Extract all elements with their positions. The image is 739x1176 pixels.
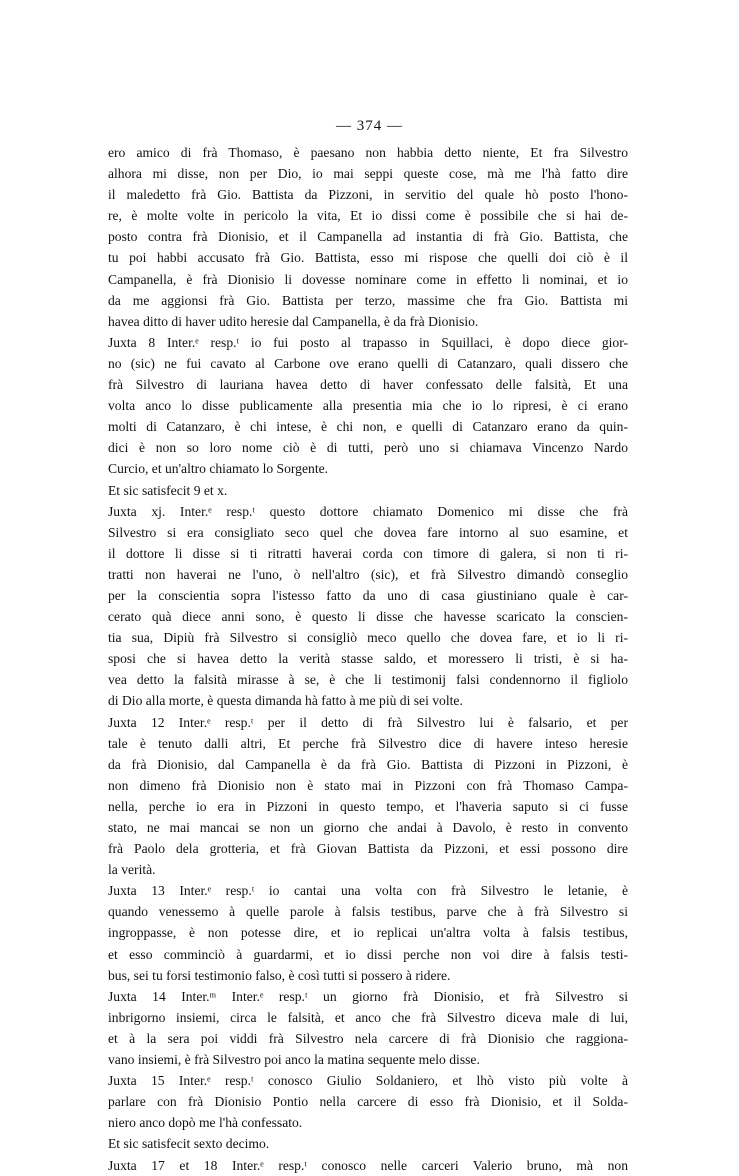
text-line: Juxta 13 Inter.ᵉ resp.ᵗ io cantai una volta con frà Silvestro le letanie, è [108,883,628,899]
text-line: posto contra frà Dionisio, et il Campanella ad instantia di frà Gio. Battista, che [108,229,628,245]
text-line: Juxta 14 Inter.ᵐ Inter.ᵉ resp.ᵗ un giorno frà Dionisio, et frà Silvestro si [108,988,628,1004]
text-line: tu poi habbi accusato frà Gio. Battista, esso mi rispose che quelli doi ciò è il [108,250,628,266]
text-line: Juxta 8 Inter.ᵉ resp.ᵗ io fui posto al trapasso in Squillaci, è dopo diece gior- [108,334,628,350]
text-line: Silvestro si era consigliato seco quel che dovea fare intorno al suo esamine, et [108,524,628,540]
text-line: da me aggionsi frà Gio. Battista per terzo, massime che fra Gio. Battista mi [108,292,628,308]
text-line: tale è tenuto dalli altri, Et perche frà Silvestro dice di havere inteso heresie [108,735,628,751]
text-line: et à la sera poi viddi frà Silvestro nela carcere di frà Dionisio che raggiona- [108,1030,628,1046]
text-line: volta anco lo disse publicamente alla presentia mia che io lo ripresi, è ci erano [108,398,628,414]
text-line: stato, ne mai mancai se non un giorno che andai à Davolo, è resto in convento [108,820,628,835]
text-line: frà Paolo dela grotteria, et frà Giovan Battista da Pizzoni, et essi possono dire [108,841,628,857]
text-line: sposi che si havea detto la verità stasse saldo, et moressero li tristi, è si ha- [108,651,628,667]
text-line: Juxta 12 Inter.ᵉ resp.ᵗ per il detto di frà Silvestro lui è falsario, et per [108,714,628,730]
text-line: inbrigorno insiemi, circa le falsità, et anco che frà Silvestro diceva male di lui, [108,1009,628,1025]
text-line: per la conscientia sopra l'istesso fatto da uno di casa giustiniano quale è car- [108,587,628,603]
text-line: niero anco dopò me l'hà confessato. [108,1115,303,1131]
text-line: vea detto la falsità mirasse à se, è che li testimonij falsi condennorno il figliolo [108,672,628,688]
text-line: quando venessemo à quelle parole à falsis testibus, parve che à frà Silvestro si [108,904,628,920]
text-line: non dimeno frà Dionisio non è stato mai in Pizzoni con frà Thomaso Campa- [108,777,628,793]
text-line: il maledetto frà Gio. Battista da Pizzoni, in servitio del quale hò posto l'hono- [108,187,628,203]
text-line: il dottore li disse si ti ritratti haverai corda con timore di galera, si non ti ri- [108,545,628,561]
text-line: Curcio, et un'altro chiamato lo Sorgente. [108,461,329,477]
text-line: alhora mi disse, non per Dio, io mai seppi queste cose, mà me l'hà fatto dire [108,166,628,182]
body-text [108,142,628,1176]
page-number: — 374 — [336,118,403,134]
text-line: tia sua, Dipiù frà Silvestro si consigliò meco quello che dovea fare, et io li ri- [108,630,628,646]
text-line: et esso comminciò à guardarmi, et io dissi perche non voi dire à falsis testi- [108,946,628,962]
text-line: ero amico di frà Thomaso, è paesano non habbia detto niente, Et fra Silvestro [108,145,628,160]
text-line: tratti non haverai ne l'uno, ò nell'altro (sic), et frà Silvestro dimandò conseglio [108,566,628,582]
text-line: parlare con frà Dionisio Pontio nella carcere di esso frà Dionisio, et il Solda- [108,1094,628,1110]
text-line: cerato quà diece anni sono, è questo li disse che havesse scaricato la conscien- [108,609,628,625]
text-line: Juxta xj. Inter.ᵉ resp.ᵗ questo dottore chiamato Domenico mi disse che frà [108,503,628,519]
text-line: Et sic satisfecit 9 et x. [108,482,228,498]
text-line: dici è non so loro nome ciò è di tutti, però uno si chiamava Vincenzo Nardo [108,440,628,456]
text-line: Et sic satisfecit sexto decimo. [108,1136,270,1152]
text-line: no (sic) ne fui cavato al Carbone ove erano quelli di Catanzaro, quali dissero che [108,355,628,371]
text-line: vano insiemi, è frà Silvestro poi anco la matina sequente melo disse. [108,1052,480,1068]
text-line: re, è molte volte in pericolo la vita, Et io dissi come è possibile che si hai de- [108,208,628,224]
text-line: Juxta 15 Inter.ᵉ resp.ᵗ conosco Giulio Soldaniero, et lhò visto più volte à [108,1073,628,1089]
text-line: havea ditto di haver udito heresie dal Campanella, è da frà Dionisio. [108,313,479,329]
text-line: Campanella, è frà Dionisio li dovesse nominare come in effetto li nominai, et io [108,271,628,287]
text-line: la verità. [108,862,156,878]
text-line: nella, perche io era in Pizzoni in questo tempo, et l'haveria saputo si ci fusse [108,798,628,814]
text-line: molti di Catanzaro, è chi intese, è chi non, e quelli di Catanzaro erano da quin- [108,419,628,435]
text-line: di Dio alla morte, è questa dimanda hà fatto à me più di sei volte. [108,693,463,709]
text-line: frà Silvestro di lauriana havea detto di haver confessato delle falsità, Et una [108,377,628,393]
text-line: ingroppasse, è non potesse dire, et io replicai un'altra volta à falsis testibus, [108,925,628,941]
text-line: da frà Dionisio, dal Campanella è da frà Gio. Battista di Pizzoni in Pizzoni, è [108,756,628,772]
text-line: Juxta 17 et 18 Inter.ᵉ resp.ᵗ conosco nelle carceri Valerio bruno, mà non [108,1157,628,1173]
text-line: bus, sei tu forsi testimonio falso, è così tutti si possero à ridere. [108,967,451,983]
